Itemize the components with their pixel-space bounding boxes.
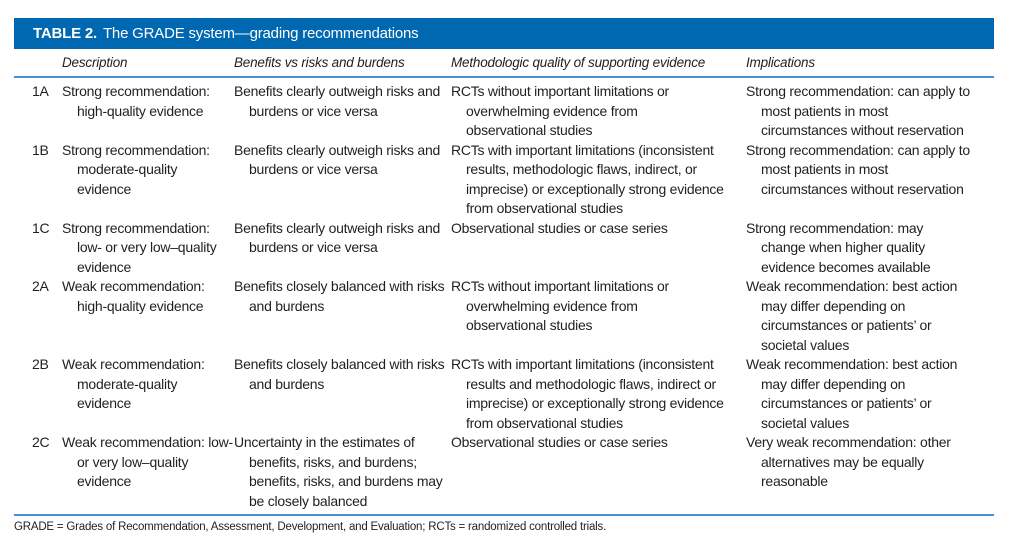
table-footnote: GRADE = Grades of Recommendation, Assessment, Development, and Evaluation; RCTs = randomized controlled trials. [14, 521, 607, 533]
header-benefits: Benefits vs risks and burdens [234, 55, 405, 70]
row-benefits: Benefits closely balanced with risks and burdens [234, 278, 445, 314]
header-description: Description [62, 55, 128, 70]
table-title: The GRADE system—grading recommendations [102, 25, 419, 42]
row-benefits-cell [234, 433, 451, 511]
row-implications: Weak recommendation: best action may differ depending on circumstances or patients’ or societal values [746, 278, 958, 353]
row-benefits-cell [234, 82, 451, 141]
row-methodology-cell [451, 277, 746, 355]
row-benefits: Benefits clearly outweigh risks and burdens or vice versa [234, 83, 441, 119]
row-methodology: RCTs without important limitations or overwhelming evidence from observational studies [451, 83, 669, 138]
table-row [14, 433, 994, 511]
row-methodology-cell [451, 219, 746, 278]
table-row [14, 141, 994, 219]
row-methodology: RCTs with important limitations (inconsistent results and methodologic flaws, indirect or imprecise) or exceptionally strong evidence from observational studies [451, 356, 724, 431]
row-code: 1A [32, 83, 49, 99]
row-implications: Strong recommendation: can apply to most patients in most circumstances without reservation [746, 83, 970, 138]
row-implications: Strong recommendation: can apply to most patients in most circumstances without reservation [746, 141, 970, 197]
row-methodology: RCTs with important limitations (inconsistent results, methodologic flaws, indirect, or imprecise) or exceptionally strong evidence from observational studies [451, 141, 724, 216]
row-methodology-cell [451, 141, 746, 219]
table-row [14, 355, 994, 433]
row-code: 2A [32, 278, 49, 294]
row-description-cell [62, 141, 234, 219]
table-row [14, 82, 994, 141]
table-body [14, 78, 994, 511]
row-code: 1C [32, 219, 50, 236]
table-header-row [14, 49, 994, 78]
row-benefits: Uncertainty in the estimates of benefits, risks, and burdens; benefits, risks, and burdens may be closely balanced [234, 434, 443, 509]
row-benefits-cell [234, 219, 451, 278]
row-implications-cell [746, 82, 994, 141]
row-benefits: Benefits clearly outweigh risks and burdens or vice versa [234, 219, 441, 255]
row-methodology-cell [451, 433, 746, 511]
row-code: 2C [32, 434, 50, 450]
row-implications-cell [746, 219, 994, 278]
row-implications: Weak recommendation: best action may differ depending on circumstances or patients’ or societal values [746, 356, 958, 431]
row-description: Weak recommendation: moderate-quality evidence [62, 356, 205, 411]
row-description-cell [62, 219, 234, 278]
row-description: Weak recommendation: high-quality evidence [62, 278, 205, 314]
row-methodology-cell [451, 355, 746, 433]
row-benefits: Benefits clearly outweigh risks and burdens or vice versa [234, 141, 441, 177]
row-description: Strong recommendation: high-quality evidence [62, 83, 210, 119]
row-description-cell [62, 355, 234, 433]
row-implications: Very weak recommendation: other alternatives may be equally reasonable [746, 434, 951, 489]
table-row [14, 219, 994, 278]
row-implications-cell [746, 141, 994, 219]
table-title-bar [14, 18, 994, 49]
header-methodology: Methodologic quality of supporting evidence [451, 55, 706, 70]
row-methodology: Observational studies or case series [451, 434, 668, 450]
row-implications-cell [746, 277, 994, 355]
row-description: Strong recommendation: moderate-quality evidence [62, 141, 210, 197]
row-methodology-cell [451, 82, 746, 141]
row-code: 2B [32, 356, 49, 372]
row-description-cell [62, 277, 234, 355]
footer-divider [14, 514, 994, 516]
row-benefits-cell [234, 355, 451, 433]
row-benefits-cell [234, 141, 451, 219]
row-code: 1B [32, 141, 49, 158]
header-implications: Implications [746, 55, 815, 70]
row-implications-cell [746, 433, 994, 511]
row-implications-cell [746, 355, 994, 433]
table-row [14, 277, 994, 355]
grade-table [14, 18, 994, 533]
row-methodology: Observational studies or case series [451, 219, 668, 236]
row-implications: Strong recommendation: may change when higher quality evidence becomes available [746, 219, 931, 275]
table-label: TABLE 2. [33, 25, 97, 42]
row-benefits: Benefits closely balanced with risks and burdens [234, 356, 445, 392]
row-description: Strong recommendation: low- or very low–quality evidence [62, 219, 217, 275]
row-description: Weak recommendation: low- or very low–quality evidence [62, 434, 233, 489]
row-description-cell [62, 82, 234, 141]
row-description-cell [62, 433, 234, 511]
row-benefits-cell [234, 277, 451, 355]
row-methodology: RCTs without important limitations or overwhelming evidence from observational studies [451, 278, 669, 333]
